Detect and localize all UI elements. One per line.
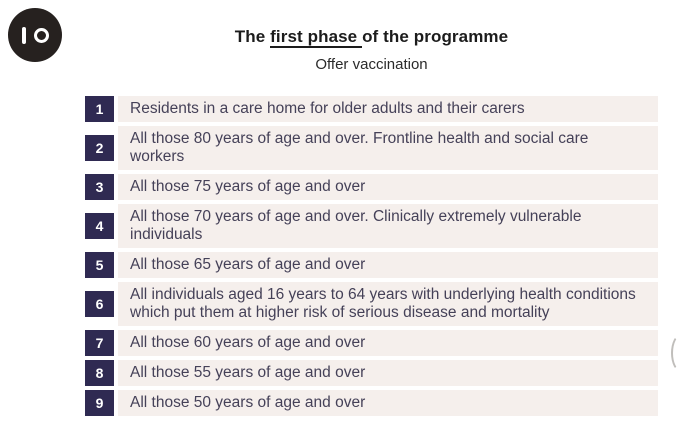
priority-row-9	[85, 390, 658, 416]
priority-text: All individuals aged 16 years to 64 years with underlying health conditions which put them at higher risk of serious disease and mortality	[118, 282, 658, 326]
title-prefix: The	[234, 27, 271, 46]
priority-row-6	[85, 282, 658, 326]
priority-row-7	[85, 330, 658, 356]
priority-text: All those 70 years of age and over. Clinically extremely vulnerable individuals	[118, 204, 658, 248]
page-subtitle: Offer vaccination	[315, 56, 428, 73]
priority-text: All those 80 years of age and over. Frontline health and social care workers	[118, 126, 658, 170]
priority-number-badge: 8	[85, 360, 114, 386]
priority-number-badge: 9	[85, 390, 114, 416]
page-title	[85, 26, 658, 48]
priority-row-8	[85, 360, 658, 386]
priority-text: All those 65 years of age and over	[118, 252, 658, 278]
priority-number-badge: 2	[85, 135, 114, 161]
priority-row-4	[85, 204, 658, 248]
priority-text: Residents in a care home for older adults and their carers	[118, 96, 658, 122]
cropped-edge-graphic	[671, 334, 680, 372]
priority-number-badge: 7	[85, 330, 114, 356]
number-10-logo-icon	[8, 8, 62, 62]
priority-row-3	[85, 174, 658, 200]
logo-digit-one-icon	[22, 27, 26, 44]
priority-row-1	[85, 96, 658, 122]
title-emphasis: first phase	[270, 27, 363, 46]
priority-number-badge: 6	[85, 291, 114, 317]
priority-row-5	[85, 252, 658, 278]
priority-text: All those 55 years of age and over	[118, 360, 658, 386]
priority-list	[85, 96, 658, 416]
header	[85, 26, 658, 74]
priority-row-2	[85, 126, 658, 170]
priority-number-badge: 5	[85, 252, 114, 278]
priority-text: All those 75 years of age and over	[118, 174, 658, 200]
priority-number-badge: 4	[85, 213, 114, 239]
priority-number-badge: 3	[85, 174, 114, 200]
priority-text: All those 60 years of age and over	[118, 330, 658, 356]
priority-number-badge: 1	[85, 96, 114, 122]
logo-digit-zero-icon	[34, 28, 49, 43]
priority-text: All those 50 years of age and over	[118, 390, 658, 416]
title-suffix: of the programme	[362, 27, 509, 46]
